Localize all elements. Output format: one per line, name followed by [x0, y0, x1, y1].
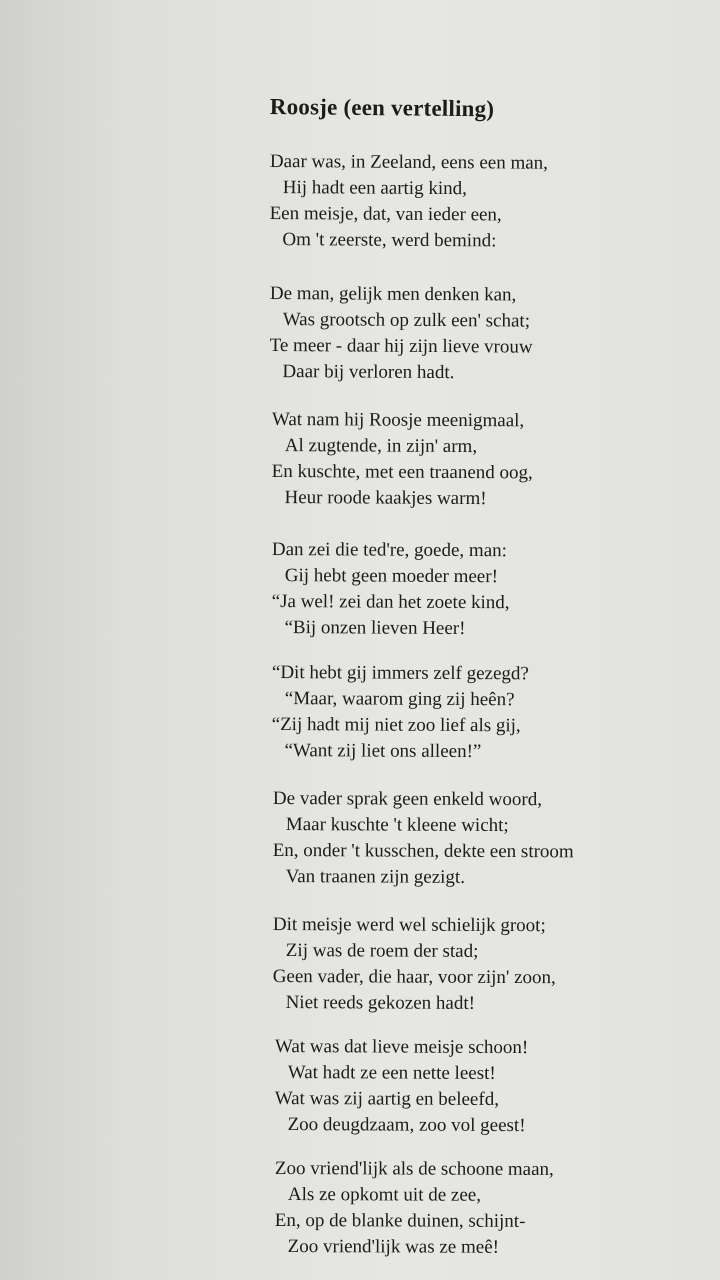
poem-line: Hij hadt een aartig kind,	[282, 177, 467, 200]
stanza	[273, 912, 557, 1017]
poem-line: Zoo deugdzaam, zoo vol geest!	[287, 1114, 526, 1137]
poem-line: Al zugtende, in zijn' arm,	[284, 435, 478, 458]
poem-line: Wat nam hij Roosje meenigmaal,	[271, 408, 525, 432]
poem-line: Te meer - daar hij zijn lieve vrouw	[269, 334, 533, 358]
poem-line: Van traanen zijn gezigt.	[285, 866, 466, 888]
poem-line: Dan zei die ted're, goede, man:	[271, 539, 508, 562]
poem-line: Wat was dat lieve meisje schoon!	[274, 1036, 529, 1059]
poem-line: Om 't zeerste, werd bemind:	[282, 229, 497, 252]
stanza	[269, 281, 533, 387]
poem-line: Dit meisje werd wel schielijk groot;	[272, 914, 546, 937]
poem-line: Zoo vriend'lijk als de schoone maan,	[274, 1158, 554, 1180]
poem-line: Niet reeds gekozen hadt!	[285, 992, 476, 1014]
poem-line: Heur roode kaakjes warm!	[284, 487, 487, 510]
poem-line: “Bij onzen lieven Heer!	[284, 617, 466, 640]
poem-line: Een meisje, dat, van ieder een,	[269, 202, 502, 226]
poem-line: En, onder 't kusschen, dekte een stroom	[272, 839, 574, 863]
poem-line: De man, gelijk men denken kan,	[269, 282, 517, 306]
stanza	[275, 1034, 529, 1139]
poem-line: Als ze opkomt uit de zee,	[287, 1184, 482, 1206]
poem-line: “Want zij liet ons alleen!”	[284, 740, 482, 763]
poem-title: Roosje (een vertelling)	[269, 94, 495, 122]
stanza	[271, 407, 533, 512]
poem-line: Wat hadt ze een nette leest!	[287, 1062, 496, 1084]
poem-line: Geen vader, die haar, voor zijn' zoon,	[272, 965, 556, 989]
poem-line: “Zij hadt mij niet zoo lief als gij,	[271, 713, 521, 737]
stanza	[269, 149, 548, 255]
poem-line: Wat was zij aartig en beleefd,	[274, 1087, 500, 1110]
poem-line: En kuschte, met een traanend oog,	[271, 460, 533, 484]
poem-line: Daar bij verloren hadt.	[282, 361, 455, 384]
poem-line: Zoo vriend'lijk was ze meê!	[287, 1236, 500, 1258]
stanza	[271, 660, 528, 765]
poem-line: Maar kuschte 't kleene wicht;	[285, 814, 509, 837]
stanza	[271, 537, 509, 642]
poem-line: “Maar, waarom ging zij heên?	[284, 688, 515, 711]
stanza	[275, 1156, 554, 1261]
poem-line: “Ja wel! zei dan het zoete kind,	[271, 590, 510, 614]
poem-line: En, op de blanke duinen, schijnt-	[274, 1209, 526, 1232]
poem-line: Zij was de roem der stad;	[285, 940, 479, 962]
poem-line: De vader sprak geen enkeld woord,	[272, 788, 543, 811]
poem-line: Gij hebt geen moeder meer!	[284, 565, 498, 588]
poem-line: “Dit hebt gij immers zelf gezegd?	[271, 662, 529, 685]
stanza	[273, 786, 574, 891]
poem-line: Was grootsch op zulk een' schat;	[282, 309, 531, 332]
poem-line: Daar was, in Zeeland, eens een man,	[269, 150, 548, 174]
